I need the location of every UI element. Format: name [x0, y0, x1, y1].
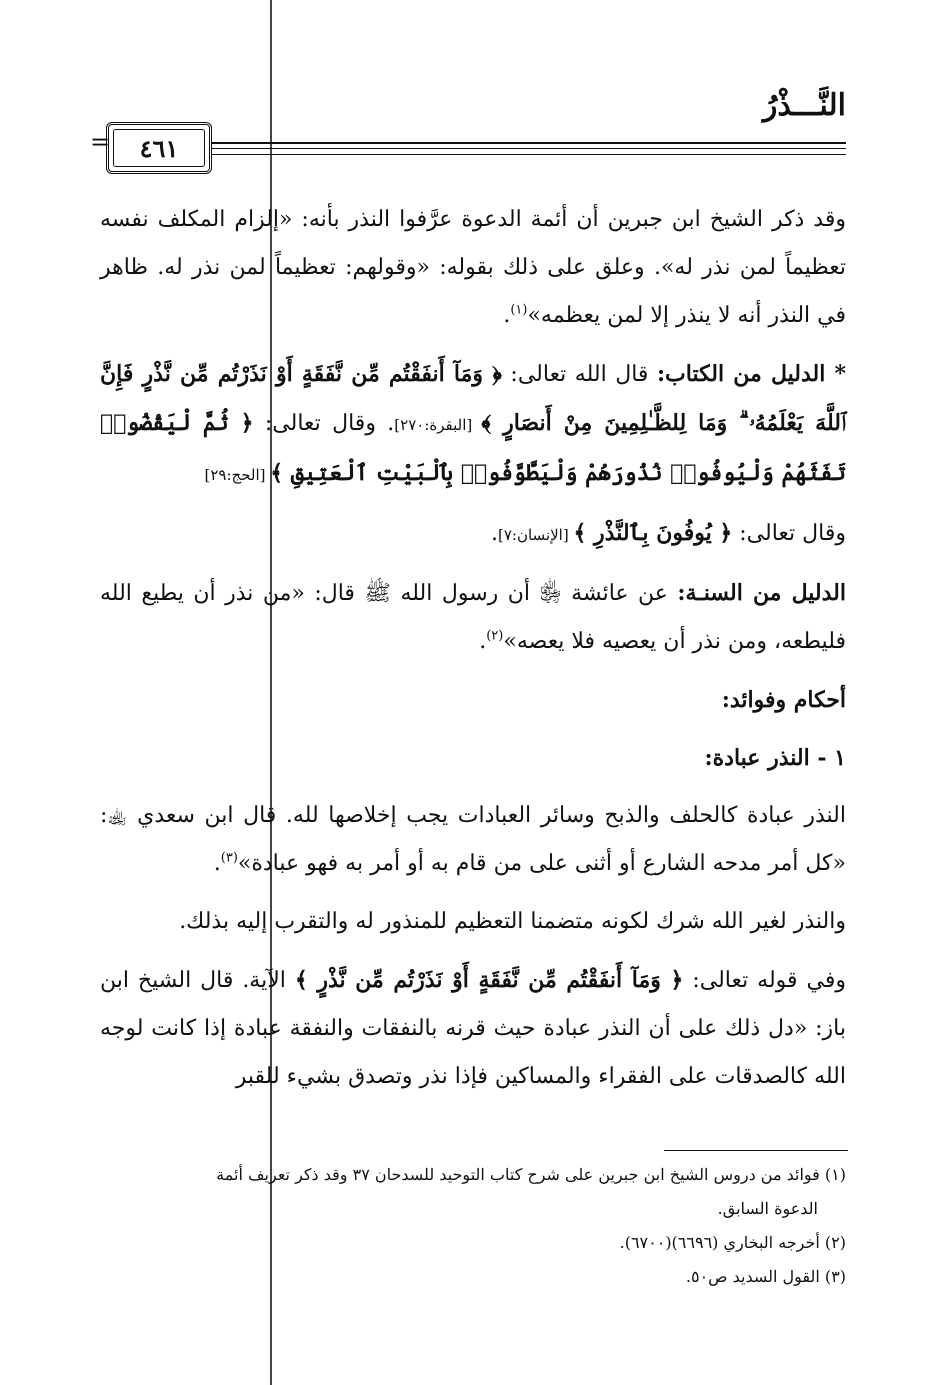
footnote-1: (١) فوائد من دروس الشيخ ابن جبرين على شرح كتاب التوحيد للسدحان ٣٧ وقد ذكر تعريف أئمة [216, 1165, 846, 1184]
footnote-ref: (٢) [486, 628, 504, 644]
footnote-ref: (١) [510, 302, 528, 318]
footnote-3: (٣) القول السديد ص٥٠. [685, 1267, 846, 1286]
main-text [100, 196, 846, 1111]
paragraph-quran-evidence-2: وقال تعالى: ﴿ يُوفُونَ بِٱلنَّذْرِ ﴾ [الإنسان:٧]. [491, 520, 846, 546]
verse-reference: [الحج:٢٩] [204, 466, 271, 484]
footnote-2: (٢) أخرجه البخاري (٦٦٩٦)(٦٧٠٠). [619, 1233, 846, 1252]
footnotes [100, 1160, 846, 1296]
quran-verse: ﴿ ثُمَّ لْيَقْضُوا۟ تَفَثَهُمْ وَلْيُوفُوا۟ نُذُورَهُمْ وَلْيَطَّوَّفُوا۟ بِٱلْبَيْتِ ٱلْعَتِيقِ ﴾ [100, 410, 846, 486]
paragraph-ibn-baz: وفي قوله تعالى: ﴿ وَمَآ أَنفَقْتُم مِّن نَّفَقَةٍ أَوْ نَذَرْتُم مِّن نَّذْرٍ ﴾ الآية. قال الشيخ ابن باز: «دل ذلك على أن النذر عبادة حيث قرنه بالنفقات والنفقة عبادة إذا كانت لوجه الله كالصدقات على الفقراء والمساكين فإذا نذر وتصدق بشيء للقبر [100, 967, 846, 1089]
footnote-1-continuation: الدعوة السابق. [717, 1199, 818, 1218]
header-rule [212, 142, 846, 144]
quran-verse: ﴿ يُوفُونَ بِٱلنَّذْرِ ﴾ [573, 520, 733, 546]
paragraph-quran-evidence: * الدليل من الكتاب: قال الله تعالى: ﴿ وَمَآ أَنفَقْتُم مِّن نَّفَقَةٍ أَوْ نَذَرْتُم مِّن نَّذْرٍ فَإِنَّ ٱللَّهَ يَعْلَمُهُۥ ۗ وَمَا لِلظَّـٰلِمِينَ مِنْ أَنصَارٍ ﴾ [البقرة:٢٧٠]. وقال تعالى: ﴿ ثُمَّ لْيَقْضُوا۟ تَفَثَهُمْ وَلْيُوفُوا۟ نُذُورَهُمْ وَلْيَطَّوَّفُوا۟ بِٱلْبَيْتِ ٱلْعَتِيقِ ﴾ [الحج:٢٩] [100, 361, 846, 486]
section-lead: * الدليل من الكتاب: [656, 361, 846, 387]
verse-reference: [الإنسان:٧] [498, 526, 574, 544]
paragraph-definition: وقد ذكر الشيخ ابن جبرين أن أئمة الدعوة عرَّفوا النذر بأنه: «إلزام المكلف نفسه تعظيماً لمن نذر له». وعلق على ذلك بقوله: «وقولهم: تعظيماً لمن نذر له. ظاهر في النذر أنه لا ينذر إلا لمن يعظمه»$^{(١)}$. [100, 207, 846, 328]
header-rule [212, 154, 846, 155]
quran-verse: ﴿ وَمَآ أَنفَقْتُم مِّن نَّفَقَةٍ أَوْ نَذَرْتُم مِّن نَّذْرٍ ﴾ [294, 967, 684, 993]
paragraph-shirk: والنذر لغير الله شرك لكونه متضمنا التعظيم للمنذور له والتقرب إليه بذلك. [179, 909, 846, 934]
section-heading: أحكام وفوائد: [721, 687, 846, 713]
footnote-ref: (٣) [220, 850, 238, 866]
running-header-title: النَّـــذْرُ [762, 88, 846, 123]
quran-verse: ﴿ وَمَآ أَنفَقْتُم مِّن نَّفَقَةٍ أَوْ نَذَرْتُم مِّن نَّذْرٍ فَإِنَّ ٱللَّهَ يَعْلَمُهُۥ ۗ وَمَا لِلظَّـٰلِمِينَ مِنْ أَنصَارٍ ﴾ [100, 361, 846, 436]
verse-reference: [البقرة:٢٧٠] [394, 416, 482, 434]
page-number: ٤٦١ [106, 122, 212, 174]
header-rule [212, 148, 846, 149]
section-lead: الدليل من السنـة: [677, 580, 846, 606]
paragraph-sunnah-evidence: الدليل من السنـة: عن عائشة ﵂ أن رسول الله ﷺ قال: «من نذر أن يطيع الله فليطعه، ومن نذر أن يعصيه فلا يعصه»$^{(٢)}$. [100, 580, 846, 654]
subsection-heading: ١ - النذر عبادة: [704, 745, 846, 771]
paragraph-worship: النذر عبادة كالحلف والذبح وسائر العبادات يجب إخلاصها لله. قال ابن سعدي ﵀: «كل أمر مدحه الشارع أو أثنى على من قام به أو أمر به فهو عبادة»$^{(٣)}$. [100, 803, 846, 876]
header-edge-mark: = [90, 128, 111, 156]
footnote-separator [664, 1150, 848, 1151]
